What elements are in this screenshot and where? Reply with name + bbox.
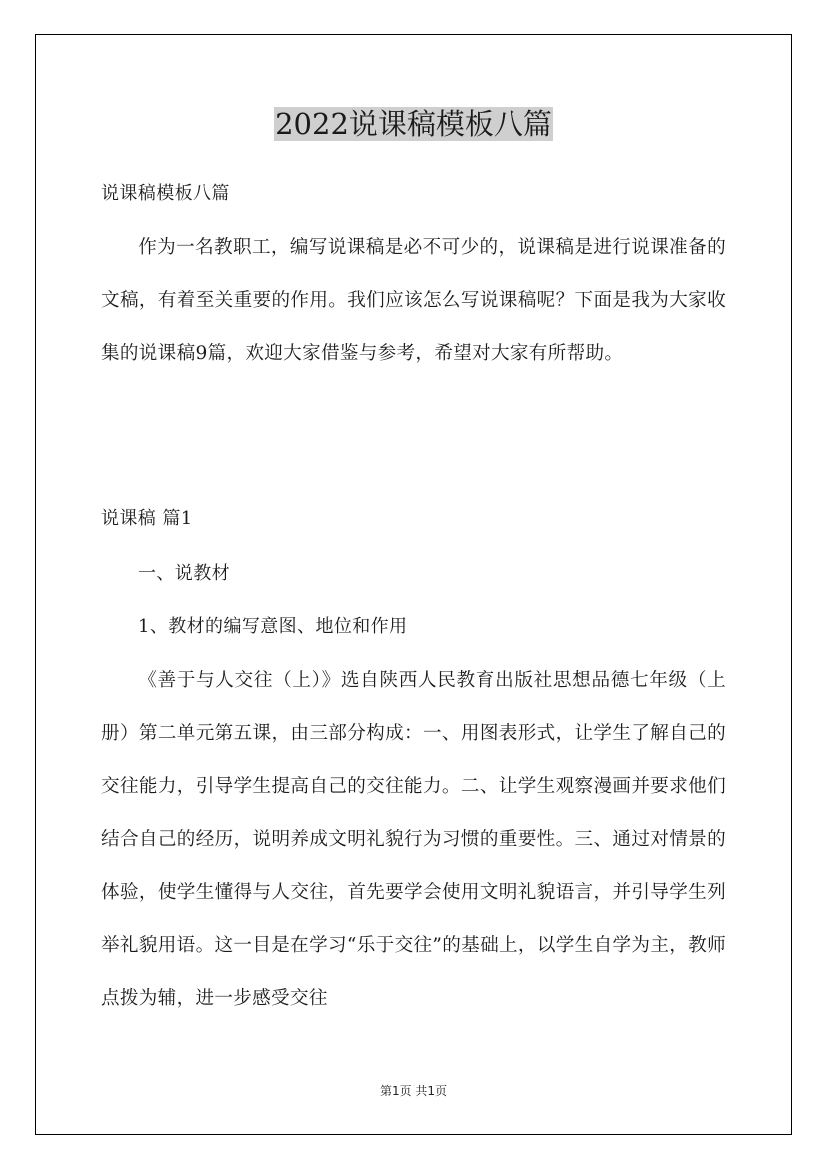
body-paragraph: 《善于与人交往（上）》选自陕西人民教育出版社思想品德七年级（上册）第二单元第五课，由三部分构成：一、用图表形式，让学生了解自己的交往能力，引导学生提高自己的交往能力。二、让学生观察漫画并要求他们结合自己的经历，说明养成文明礼貌行为习惯的重要性。三、通过对情景的体验，使学生懂得与人交往，首先要学会使用文明礼貌语言，并引导学生列举礼貌用语。这一目是在学习“乐于交往”的基础上，以学生自学为主，教师点拨为辅，进一步感受交往 (101, 670, 726, 1009)
subsection-item-heading: 1、教材的编写意图、地位和作用 (138, 616, 408, 637)
page-footer: 第1页 共1页 (379, 1084, 448, 1098)
section-heading: 说课稿 篇1 (101, 508, 193, 529)
document-title (0, 104, 827, 143)
intro-paragraph: 作为一名教职工，编写说课稿是必不可少的，说课稿是进行说课准备的文稿，有着至关重要的作用。我们应该怎么写说课稿呢？下面是我为大家收集的说课稿9篇，欢迎大家借鉴与参考，希望对大家有所帮助。 (101, 237, 726, 364)
subsection-heading: 一、说教材 (138, 563, 230, 584)
document-subtitle: 说课稿模板八篇 (101, 183, 230, 204)
document-title-text: 2022说课稿模板八篇 (275, 107, 552, 141)
